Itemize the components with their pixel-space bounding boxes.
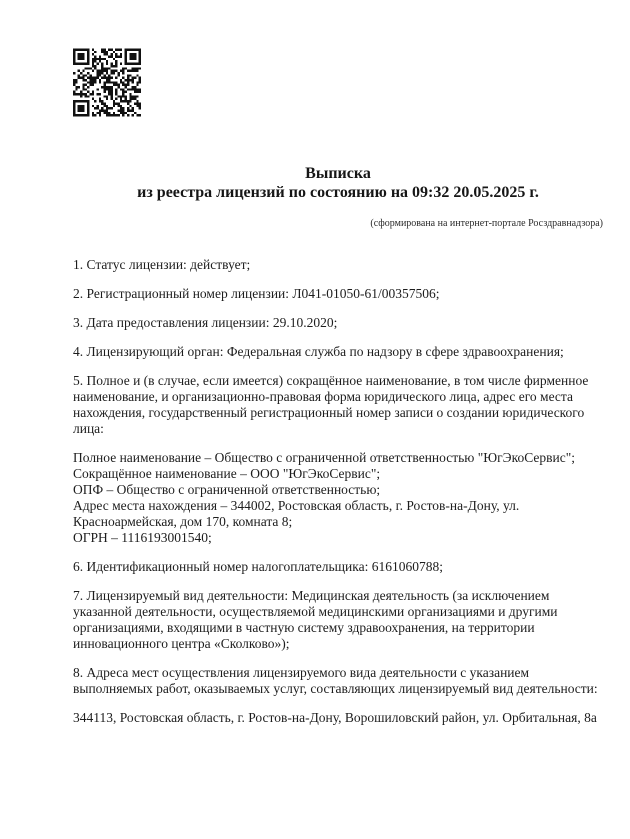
paragraph-licensing-authority: 4. Лицензирующий орган: Федеральная служба по надзору в сфере здравоохранения; xyxy=(73,344,564,359)
org-full-name: Полное наименование – Общество с ограниченной ответственностью "ЮгЭкоСервис"; xyxy=(73,450,575,465)
paragraph-licensed-activity: 7. Лицензируемый вид деятельности: Медицинская деятельность (за исключением указанной деятельности, осуществляемой медицинскими организациями и другими организациями, входящими в частную систему здравоохранения, на территории инновационного центра «Сколково»); xyxy=(73,588,558,651)
paragraph-license-status: 1. Статус лицензии: действует; xyxy=(73,257,251,272)
org-legal-form: ОПФ – Общество с ограниченной ответственностью; xyxy=(73,482,381,497)
paragraph-inn: 6. Идентификационный номер налогоплательщика: 6161060788; xyxy=(73,559,443,574)
paragraph-org-intro: 5. Полное и (в случае, если имеется) сокращённое наименование, в том числе фирменное наименование, и организационно-правовая форма юридического лица, адрес его места нахождения, государственный регистрационный номер записи о создании юридического лица: xyxy=(73,373,589,436)
title-line1: Выписка xyxy=(305,165,371,182)
org-address: Адрес места нахождения – 344002, Ростовская область, г. Ростов-на-Дону, ул. Красноармейская, дом 170, комната 8; xyxy=(73,498,520,529)
paragraph-addresses-intro: 8. Адреса мест осуществления лицензируемого вида деятельности с указанием выполняемых работ, оказываемых услуг, составляющих лицензируемый вид деятельности: xyxy=(73,665,598,696)
title-line2: из реестра лицензий по состоянию на 09:32 20.05.2025 г. xyxy=(137,184,539,201)
org-ogrn: ОГРН – 1116193001540; xyxy=(73,530,212,545)
document-title xyxy=(73,164,603,202)
org-short-name: Сокращённое наименование – ООО "ЮгЭкоСервис"; xyxy=(73,466,381,481)
org-details-block xyxy=(73,450,603,546)
document-body xyxy=(73,257,603,726)
paragraph-grant-date: 3. Дата предоставления лицензии: 29.10.2020; xyxy=(73,315,338,330)
paragraph-activity-address: 344113, Ростовская область, г. Ростов-на-Дону, Ворошиловский район, ул. Орбитальная, 8а xyxy=(73,710,597,725)
document-content xyxy=(73,0,603,726)
paragraph-registration-number: 2. Регистрационный номер лицензии: Л041-01050-61/00357506; xyxy=(73,286,440,301)
subtitle-note: (сформирована на интернет-портале Росздравнадзора) xyxy=(370,218,603,229)
